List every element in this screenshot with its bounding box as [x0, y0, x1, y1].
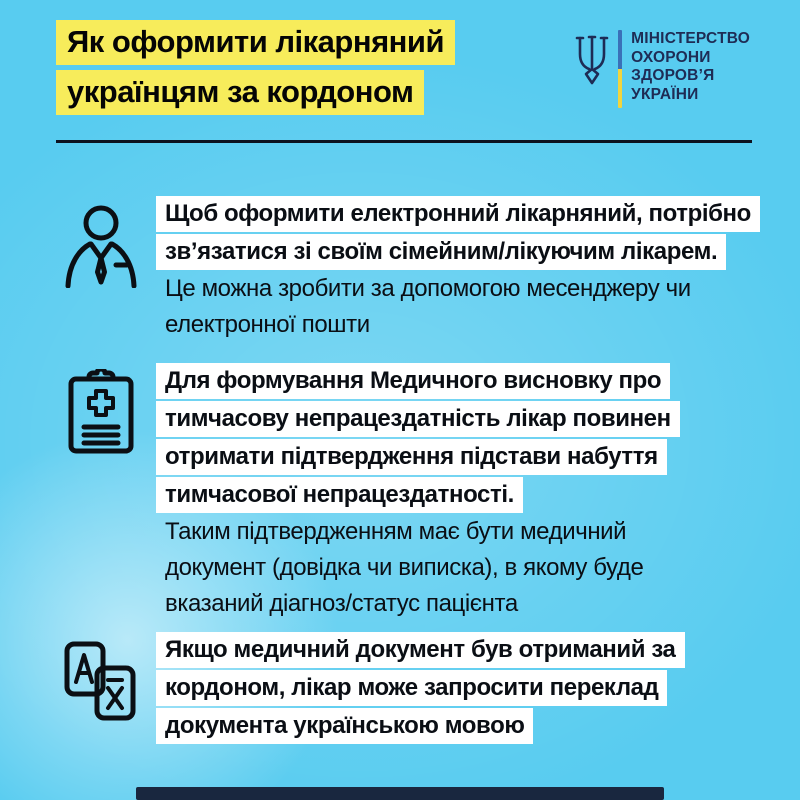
translate-icon [56, 632, 146, 746]
text-line: Для формування Медичного висновку про [156, 363, 670, 399]
ministry-name-line: ОХОРОНИ [631, 48, 711, 66]
ministry-name-line: УКРАЇНИ [631, 85, 699, 103]
text-line: Якщо медичний документ був отриманий за [156, 632, 685, 668]
doctor-icon [56, 196, 146, 344]
tryzub-trident-icon [575, 35, 609, 85]
logo-divider-bar [618, 30, 622, 108]
ministry-name-line: МІНІСТЕРСТВО [631, 30, 750, 47]
ministry-name [631, 30, 750, 104]
header-divider-line [56, 140, 752, 143]
footer-bar [136, 787, 664, 800]
text-line: Це можна зробити за допомогою месенджеру чи [165, 275, 691, 302]
section-medical-conclusion-text [156, 363, 680, 623]
section-translation [56, 632, 685, 746]
page-title [56, 20, 455, 120]
text-line: документа українською мовою [156, 708, 533, 744]
ministry-logo [575, 30, 750, 108]
section-contact-doctor-text [156, 196, 760, 344]
title-line-1: Як оформити лікарняний [56, 20, 455, 65]
text-line: кордоном, лікар може запросити переклад [156, 670, 667, 706]
section-medical-conclusion [56, 363, 680, 623]
section-contact-doctor [56, 196, 760, 344]
medical-record-clipboard-icon [56, 363, 146, 623]
text-line: отримати підтвердження підстави набуття [156, 439, 667, 475]
text-line: зв’язатися зі своїм сімейним/лікуючим лікарем. [156, 234, 726, 270]
text-line: вказаний діагноз/статус пацієнта [165, 590, 518, 617]
text-line: тимчасову непрацездатність лікар повинен [156, 401, 680, 437]
text-line: тимчасової непрацездатності. [156, 477, 523, 513]
ministry-name-line: ЗДОРОВ’Я [631, 67, 715, 84]
text-line: документ (довідка чи виписка), в якому буде [165, 554, 644, 581]
text-line: Таким підтвердженням має бути медичний [165, 518, 627, 545]
text-line: електронної пошти [165, 311, 370, 338]
section-translation-text [156, 632, 685, 746]
text-line: Щоб оформити електронний лікарняний, потрібно [156, 196, 760, 232]
title-line-2: українцям за кордоном [56, 70, 424, 115]
